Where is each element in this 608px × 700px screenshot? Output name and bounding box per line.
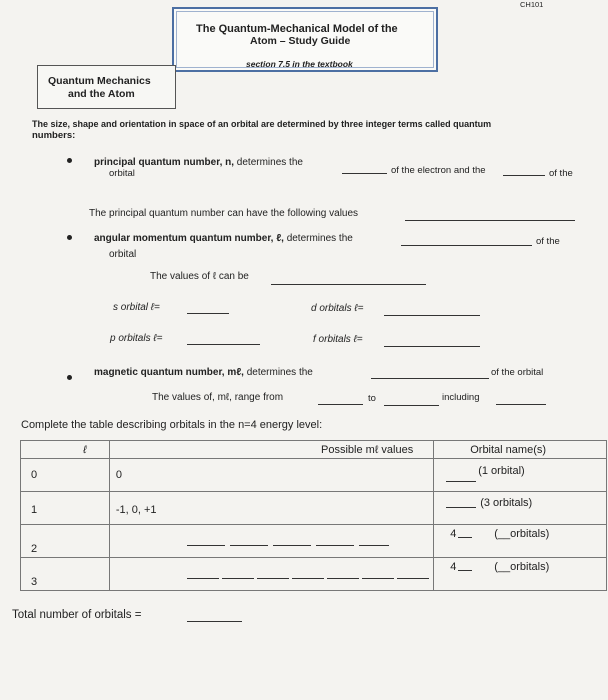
angular-line xyxy=(94,233,353,244)
table-row xyxy=(21,492,607,525)
p-orbital-blank[interactable] xyxy=(187,334,260,345)
s-orbital-blank[interactable] xyxy=(187,303,229,314)
angular-text-c: orbital xyxy=(109,249,137,260)
course-code: CH101 xyxy=(520,0,544,9)
ml-blank[interactable] xyxy=(230,535,268,546)
cell-l: 2 xyxy=(21,525,110,558)
intro-line-2: numbers: xyxy=(32,130,76,141)
principal-values-blank[interactable] xyxy=(405,210,575,221)
ml-blank[interactable] xyxy=(187,568,219,579)
name-blank[interactable] xyxy=(446,497,476,508)
ml-blank[interactable] xyxy=(273,535,311,546)
cell-name[interactable]: 4 (__orbitals) xyxy=(434,558,607,591)
magnetic-label: magnetic quantum number, mℓ, xyxy=(94,367,244,378)
cell-l: 1 xyxy=(21,492,110,525)
title-line-1: The Quantum-Mechanical Model of the xyxy=(196,23,398,35)
principal-text-c: of the xyxy=(549,168,573,179)
cell-name[interactable]: (1 orbital) xyxy=(434,459,607,492)
ml-blank[interactable] xyxy=(359,535,389,546)
principal-line xyxy=(94,157,303,168)
angular-values-blank[interactable] xyxy=(271,274,426,285)
magnetic-range-to: to xyxy=(368,393,376,404)
s-orbital-label: s orbital ℓ= xyxy=(113,302,160,313)
cell-ml[interactable]: 0 xyxy=(109,459,433,492)
bullet xyxy=(67,375,72,380)
total-orbitals-text: Total number of orbitals = xyxy=(12,609,142,621)
intro-line-1: The size, shape and orientation in space of an orbital are determined by three integer terms called quantum xyxy=(32,119,492,129)
angular-text-b: of the xyxy=(536,236,560,247)
cell-name[interactable]: (3 orbitals) xyxy=(434,492,607,525)
cell-l: 3 xyxy=(21,558,110,591)
section-line-2: and the Atom xyxy=(68,88,135,100)
angular-text-a: determines the xyxy=(286,233,353,244)
angular-blank[interactable] xyxy=(401,235,532,246)
cell-ml[interactable]: -1, 0, +1 xyxy=(109,492,433,525)
table-instruction: Complete the table describing orbitals in the n=4 energy level: xyxy=(21,419,323,431)
d-orbital-label: d orbitals ℓ= xyxy=(311,303,364,314)
header-ml: Possible mℓ values xyxy=(109,441,433,459)
principal-text-b: of the electron and the xyxy=(391,165,486,176)
bullet xyxy=(67,235,72,240)
ml-blank[interactable] xyxy=(257,568,289,579)
header-l: ℓ xyxy=(21,441,110,459)
principal-values-text: The principal quantum number can have the following values xyxy=(89,208,359,219)
ml-blank[interactable] xyxy=(327,568,359,579)
total-orbitals-blank[interactable] xyxy=(187,611,242,622)
bullet xyxy=(67,158,72,163)
section-line-1: Quantum Mechanics xyxy=(48,75,151,87)
name-blank[interactable] xyxy=(446,471,476,482)
title-box xyxy=(172,7,438,72)
magnetic-text-b: of the orbital xyxy=(491,367,544,378)
f-orbital-blank[interactable] xyxy=(384,336,480,347)
p-orbital-label: p orbitals ℓ= xyxy=(110,333,163,344)
count-blank[interactable] xyxy=(458,527,472,538)
cell-ml[interactable] xyxy=(109,525,433,558)
title-subtitle: section 7.5 in the textbook xyxy=(246,59,353,69)
principal-blank-2[interactable] xyxy=(503,165,545,176)
magnetic-range-text: The values of, mℓ, range from xyxy=(152,392,284,403)
magnetic-line xyxy=(94,367,313,378)
range-blank-3[interactable] xyxy=(496,394,546,405)
table-row xyxy=(21,459,607,492)
d-orbital-blank[interactable] xyxy=(384,305,480,316)
magnetic-text-a: determines the xyxy=(246,367,313,378)
magnetic-including: including xyxy=(442,392,480,403)
ml-blank[interactable] xyxy=(187,535,225,546)
orbital-table xyxy=(20,440,607,591)
principal-blank-1[interactable] xyxy=(342,163,387,174)
angular-label: angular momentum quantum number, ℓ, xyxy=(94,233,284,244)
table-row xyxy=(21,558,607,591)
ml-blank[interactable] xyxy=(316,535,354,546)
cell-l: 0 xyxy=(21,459,110,492)
ml-blank[interactable] xyxy=(362,568,394,579)
ml-blank[interactable] xyxy=(222,568,254,579)
section-box xyxy=(37,65,176,109)
range-blank-2[interactable] xyxy=(384,395,439,406)
table-header-row xyxy=(21,441,607,459)
principal-label: principal quantum number, n, xyxy=(94,157,235,168)
range-blank-1[interactable] xyxy=(318,394,363,405)
ml-blank[interactable] xyxy=(292,568,324,579)
principal-text-a: determines the xyxy=(236,157,303,168)
header-name: Orbital name(s) xyxy=(434,441,607,459)
title-line-2: Atom – Study Guide xyxy=(250,35,351,47)
angular-values-text: The values of ℓ can be xyxy=(150,271,249,282)
table-row xyxy=(21,525,607,558)
cell-name[interactable]: 4 (__orbitals) xyxy=(434,525,607,558)
cell-ml[interactable] xyxy=(109,558,433,591)
ml-blank[interactable] xyxy=(397,568,429,579)
magnetic-blank[interactable] xyxy=(371,368,489,379)
count-blank[interactable] xyxy=(458,560,472,571)
principal-text-d: orbital xyxy=(109,168,135,179)
f-orbital-label: f orbitals ℓ= xyxy=(313,334,363,345)
